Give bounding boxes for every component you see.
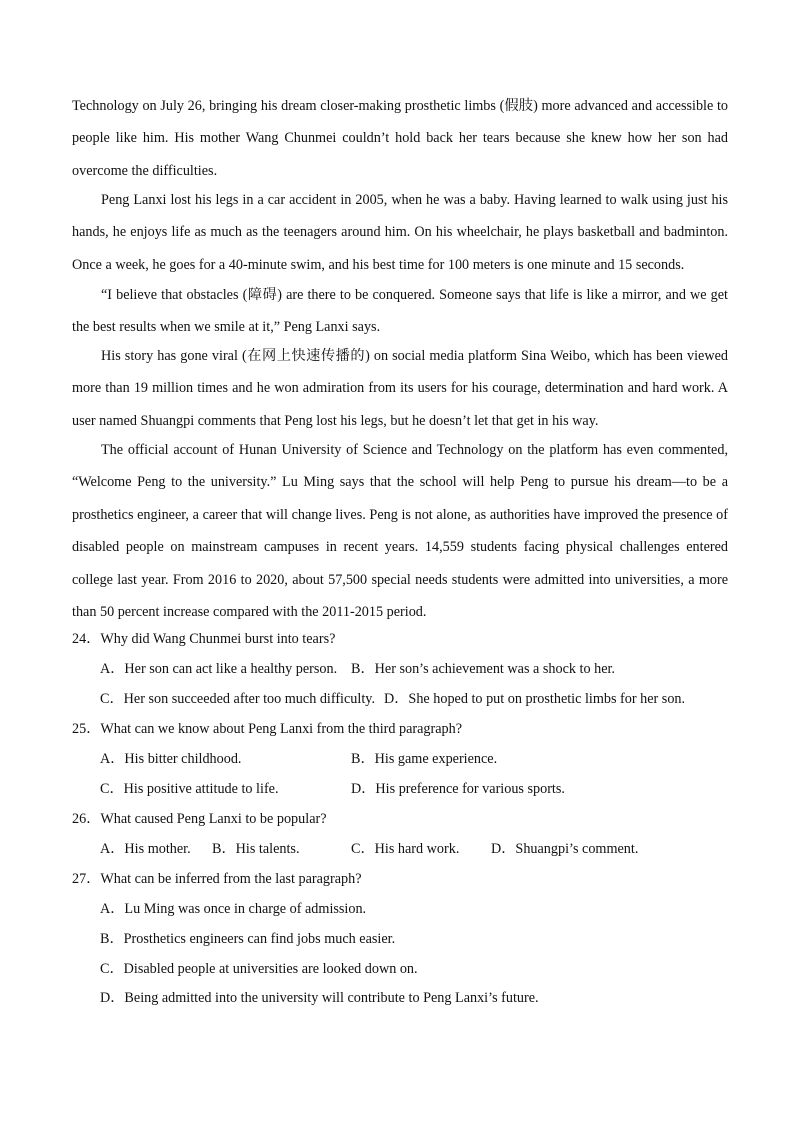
passage-paragraph-2: Peng Lanxi lost his legs in a car accident in 2005, when he was a baby. Having learned to walk using just his hands, he enjoys life as much as the teenagers around him. On his wheelchair, he plays basketball and badminton. Once a week, he goes for a 40-minute swim, and his best time for 100 meters is one minute and 15 seconds. [72,192,728,273]
question-24-option-c[interactable]: C．Her son succeeded after too much difficulty. [100,691,375,707]
question-25-option-a[interactable]: A．His bitter childhood. [100,751,242,767]
question-24-option-b[interactable]: B．Her son’s achievement was a shock to her. [351,661,615,677]
question-27-option-c[interactable]: C．Disabled people at universities are looked down on. [100,961,418,977]
question-25-option-b[interactable]: B．His game experience. [351,751,498,767]
question-26-option-d[interactable]: D．Shuangpi’s comment. [491,841,639,857]
question-26-option-b[interactable]: B．His talents. [212,841,300,857]
question-25-stem: 25．What can we know about Peng Lanxi from the third paragraph? [72,721,463,737]
question-24-stem: 24．Why did Wang Chunmei burst into tears? [72,631,336,647]
question-25-option-d[interactable]: D．His preference for various sports. [351,781,565,797]
question-27-stem: 27．What can be inferred from the last paragraph? [72,871,362,887]
passage-paragraph-3: “I believe that obstacles (障碍) are there to be conquered. Someone says that life is like a mirror, and we get the best results when we smile at it,” Peng Lanxi says. [72,287,728,336]
question-25-option-c[interactable]: C．His positive attitude to life. [100,781,279,797]
passage-paragraph-1: Technology on July 26, bringing his dream closer-making prosthetic limbs (假肢) more advanced and accessible to people like him. His mother Wang Chunmei couldn’t hold back her tears because she knew how her son had overcome the difficulties. [72,98,728,179]
question-26-option-c[interactable]: C．His hard work. [351,841,460,857]
passage-paragraph-4: His story has gone viral (在网上快速传播的) on social media platform Sina Weibo, which has been viewed more than 19 million times and he won admiration from its users for his courage, determination and hard work. A user named Shuangpi comments that Peng lost his legs, but he doesn’t let that get in his way. [72,348,728,429]
question-24-option-d[interactable]: D．She hoped to put on prosthetic limbs for her son. [384,691,686,707]
question-26-stem: 26．What caused Peng Lanxi to be popular? [72,811,327,827]
passage-paragraph-5: The official account of Hunan University of Science and Technology on the platform has even commented, “Welcome Peng to the university.” Lu Ming says that the school will help Peng to pursue his dream—to be a prosthetics engineer, a career that will change lives. Peng is not alone, as authorities have improved the presence of disabled people on mainstream campuses in recent years. 14,559 students facing physical challenges entered college last year. From 2016 to 2020, about 57,500 special needs students were admitted into universities, a more than 50 percent increase compared with the 2011-2015 period. [72,442,728,621]
question-27-option-b[interactable]: B．Prosthetics engineers can find jobs much easier. [100,931,396,947]
question-26-option-a[interactable]: A．His mother. [100,841,191,857]
question-27-option-d[interactable]: D．Being admitted into the university will contribute to Peng Lanxi’s future. [100,990,539,1006]
question-27-option-a[interactable]: A．Lu Ming was once in charge of admission. [100,901,367,917]
question-24-option-a[interactable]: A．Her son can act like a healthy person. [100,661,338,677]
